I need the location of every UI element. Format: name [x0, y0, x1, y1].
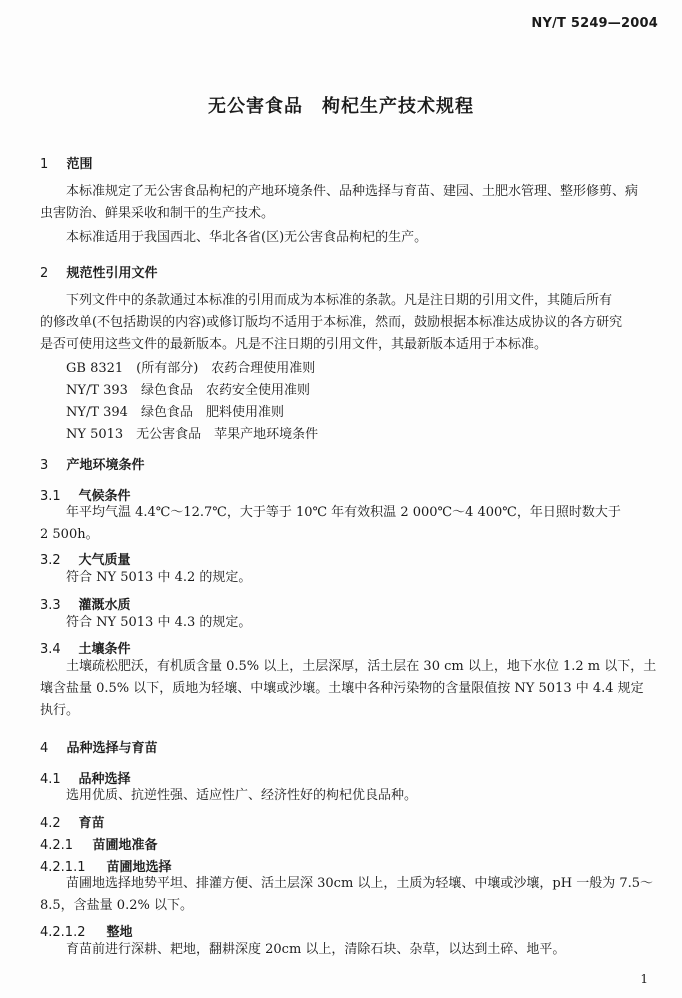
- section-number: 1: [40, 157, 49, 172]
- subsection-title: 品种选择: [78, 772, 131, 787]
- subsection-title: 育苗: [78, 816, 105, 831]
- section-number: 3: [40, 458, 49, 473]
- text-line: 本标准规定了无公害食品枸杞的产地环境条件、品种选择与育苗、建园、土肥水管理、整形修剪、病: [66, 184, 639, 199]
- subsection-title: 苗圃地选择: [106, 860, 172, 875]
- subsection-number: 4.2.1.2: [40, 925, 86, 940]
- text-line: 苗圃地选择地势平坦、排灌方便、活土层深 30cm 以上，土质为轻壤、中壤或沙壤，pH 一般为 7.5～: [66, 876, 654, 891]
- section-2-paragraph-1: [40, 290, 660, 356]
- section-title: 规范性引用文件: [66, 266, 158, 281]
- subsection-4-1-paragraph: [40, 785, 660, 807]
- normative-reference: NY/T 393 绿色食品 农药安全使用准则: [66, 383, 310, 398]
- subsection-number: 3.4: [40, 642, 61, 657]
- text-line: 本标准适用于我国西北、华北各省(区)无公害食品枸杞的生产。: [66, 230, 428, 245]
- text-line: 8.5，含盐量 0.2% 以下。: [40, 898, 193, 913]
- subsection-3-4-paragraph: [40, 656, 660, 722]
- standard-number: NY/T 5249—2004: [531, 16, 658, 31]
- section-number: 4: [40, 741, 49, 756]
- subsection-title: 大气质量: [78, 553, 131, 568]
- subsection-3-4-heading: [40, 638, 131, 657]
- text-line: 壤含盐量 0.5% 以下，质地为轻壤、中壤或沙壤。土壤中各种污染物的含量限值按 NY 5013 中 4.4 规定: [40, 681, 644, 696]
- subsection-3-3-heading: [40, 594, 131, 613]
- section-3-heading: [40, 454, 145, 473]
- text-line: 符合 NY 5013 中 4.3 的规定。: [66, 615, 252, 630]
- section-1-paragraph-1: [40, 181, 660, 225]
- page-number: 1: [640, 972, 648, 986]
- subsection-3-1-paragraph: [40, 502, 660, 546]
- text-line: 的修改单(不包括勘误的内容)或修订版均不适用于本标准，然而，鼓励根据本标准达成协议的各方研究: [40, 315, 623, 330]
- subsection-4-2-1-heading: [40, 834, 158, 853]
- subsection-3-2-heading: [40, 549, 131, 568]
- section-2-heading: [40, 262, 158, 281]
- text-line: 符合 NY 5013 中 4.2 的规定。: [66, 570, 252, 585]
- subsection-4-2-1-2-heading: [40, 921, 133, 940]
- subsection-title: 气候条件: [78, 489, 131, 504]
- section-number: 2: [40, 266, 49, 281]
- text-line: 是否可使用这些文件的最新版本。凡是不注日期的引用文件，其最新版本适用于本标准。: [40, 337, 548, 352]
- subsection-title: 灌溉水质: [78, 598, 131, 613]
- subsection-number: 4.2: [40, 816, 61, 831]
- normative-reference: NY 5013 无公害食品 苹果产地环境条件: [66, 427, 319, 442]
- text-line: 执行。: [40, 703, 80, 718]
- text-line: 虫害防治、鲜果采收和制干的生产技术。: [40, 206, 275, 221]
- subsection-number: 3.2: [40, 553, 61, 568]
- subsection-4-2-1-2-paragraph: [40, 939, 660, 961]
- section-4-heading: [40, 737, 158, 756]
- normative-reference: NY/T 394 绿色食品 肥料使用准则: [66, 405, 284, 420]
- text-line: 下列文件中的条款通过本标准的引用而成为本标准的条款。凡是注日期的引用文件，其随后所有: [66, 293, 613, 308]
- subsection-title: 土壤条件: [78, 642, 131, 657]
- section-title: 品种选择与育苗: [66, 741, 158, 756]
- section-1-paragraph-2: [40, 227, 660, 249]
- subsection-number: 4.2.1: [40, 838, 74, 853]
- subsection-number: 4.1: [40, 772, 61, 787]
- text-line: 2 500h。: [40, 527, 99, 542]
- document-title: 无公害食品 枸杞生产技术规程: [208, 96, 474, 117]
- subsection-4-2-heading: [40, 812, 105, 831]
- subsection-title: 苗圃地准备: [92, 838, 158, 853]
- text-line: 土壤疏松肥沃，有机质含量 0.5% 以上，土层深厚，活土层在 30 cm 以上，地下水位 1.2 m 以下，土: [66, 659, 657, 674]
- text-line: 育苗前进行深耕、耙地，翻耕深度 20cm 以上，清除石块、杂草，以达到土碎、地平。: [66, 942, 566, 957]
- section-title: 范围: [66, 157, 93, 172]
- section-1-heading: [40, 153, 93, 172]
- text-line: 选用优质、抗逆性强、适应性广、经济性好的枸杞优良品种。: [66, 788, 418, 803]
- subsection-4-2-1-1-paragraph: [40, 873, 660, 917]
- subsection-3-2-paragraph: [40, 567, 660, 589]
- normative-reference: GB 8321 (所有部分) 农药合理使用准则: [66, 361, 316, 376]
- subsection-number: 3.3: [40, 598, 61, 613]
- subsection-title: 整地: [106, 925, 133, 940]
- section-title: 产地环境条件: [66, 458, 145, 473]
- subsection-number: 4.2.1.1: [40, 860, 86, 875]
- subsection-3-3-paragraph: [40, 612, 660, 634]
- subsection-number: 3.1: [40, 489, 61, 504]
- text-line: 年平均气温 4.4℃～12.7℃，大于等于 10℃ 年有效积温 2 000℃～4 400℃，年日照时数大于: [66, 505, 621, 520]
